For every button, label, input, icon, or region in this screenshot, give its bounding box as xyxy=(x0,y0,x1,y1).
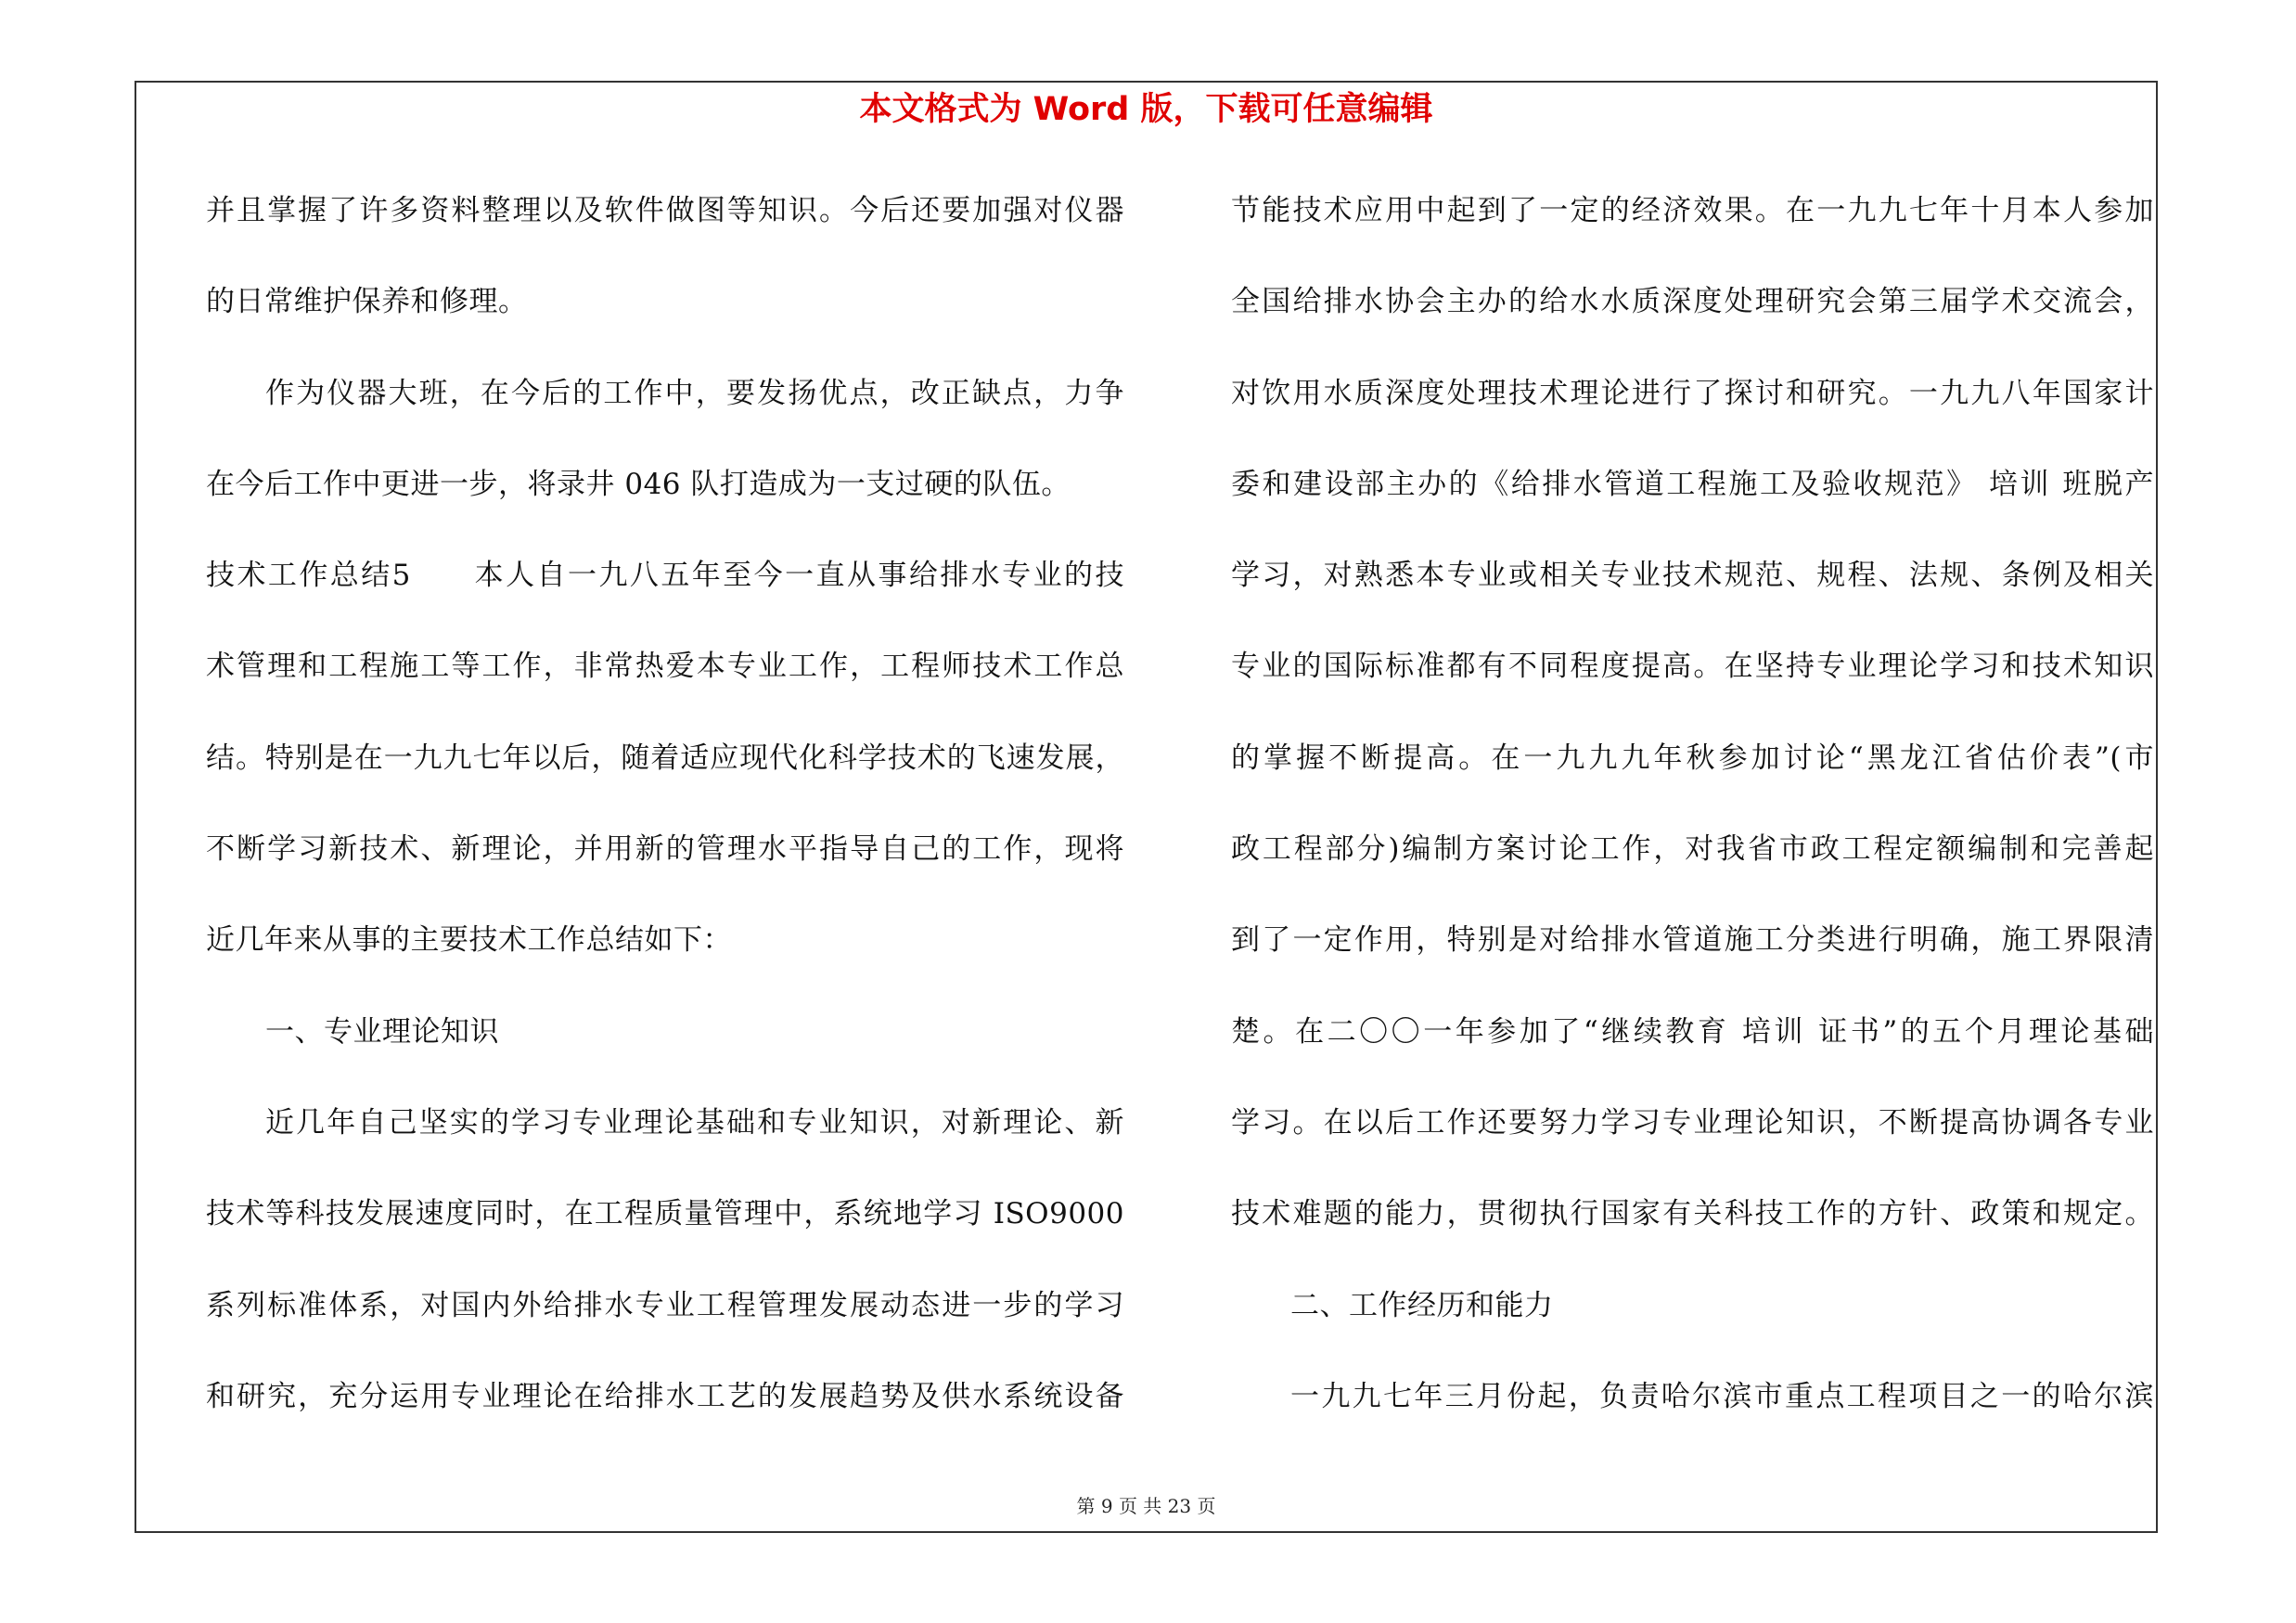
text-line: 节能技术应用中起到了一定的经济效果。在一九九七年十月本人参加 xyxy=(1231,194,2154,227)
text-line: 并且掌握了许多资料整理以及软件做图等知识。今后还要加强对仪器 xyxy=(206,194,1124,227)
text-line: 对饮用水质深度处理技术理论进行了探讨和研究。一九九八年国家计 xyxy=(1231,376,2154,410)
text-line: 一、专业理论知识 xyxy=(265,1014,499,1049)
text-line: 不断学习新技术、新理论，并用新的管理水平指导自己的工作，现将 xyxy=(206,832,1124,867)
text-line: 学习。在以后工作还要努力学习专业理论知识，不断提高协调各专业 xyxy=(1231,1105,2154,1140)
text-line: 结。特别是在一九九七年以后，随着适应现代化科学技术的飞速发展， xyxy=(206,741,1124,775)
text-line: 作为仪器大班，在今后的工作中，要发扬优点，改正缺点，力争 xyxy=(265,376,1124,410)
text-line: 一九九七年三月份起，负责哈尔滨市重点工程项目之一的哈尔滨 xyxy=(1290,1379,2154,1413)
text-line: 在今后工作中更进一步，将录井 046 队打造成为一支过硬的队伍。 xyxy=(206,467,1071,501)
text-line: 委和建设部主办的《给排水管道工程施工及验收规范》 培训 班脱产 xyxy=(1231,467,2154,501)
text-line: 的掌握不断提高。在一九九九年秋参加讨论“黑龙江省估价表”(市 xyxy=(1231,741,2154,775)
text-line: 全国给排水协会主办的给水水质深度处理研究会第三届学术交流会， xyxy=(1231,285,2154,319)
text-line: 系列标准体系，对国内外给排水专业工程管理发展动态进一步的学习 xyxy=(206,1288,1124,1322)
page-footer: 第 9 页 共 23 页 xyxy=(1076,1495,1216,1517)
text-line: 近几年来从事的主要技术工作总结如下： xyxy=(206,923,732,958)
text-line: 二、工作经历和能力 xyxy=(1290,1288,1554,1322)
text-line: 技术等科技发展速度同时，在工程质量管理中，系统地学习 ISO9000 xyxy=(206,1197,1124,1231)
text-line: 近几年自己坚实的学习专业理论基础和专业知识，对新理论、新 xyxy=(265,1105,1124,1140)
left-column xyxy=(206,181,1124,1458)
text-line: 技术难题的能力，贯彻执行国家有关科技工作的方针、政策和规定。 xyxy=(1231,1197,2154,1231)
text-line: 术管理和工程施工等工作，非常热爱本专业工作，工程师技术工作总 xyxy=(206,650,1124,684)
text-line: 专业的国际标准都有不同程度提高。在坚持专业理论学习和技术知识 xyxy=(1231,650,2154,684)
text-line: 的日常维护保养和修理。 xyxy=(206,285,528,319)
text-line: 和研究，充分运用专业理论在给排水工艺的发展趋势及供水系统设备 xyxy=(206,1379,1124,1413)
text-line: 政工程部分)编制方案讨论工作，对我省市政工程定额编制和完善起 xyxy=(1231,832,2154,867)
text-line: 技术工作总结5 本人自一九八五年至今一直从事给排水专业的技 xyxy=(206,559,1124,593)
right-column xyxy=(1231,181,2154,1458)
format-banner: 本文格式为 Word 版，下载可任意编辑 xyxy=(859,91,1433,128)
text-line: 到了一定作用，特别是对给排水管道施工分类进行明确，施工界限清 xyxy=(1231,923,2154,958)
text-line: 楚。在二〇〇一年参加了“继续教育 培训 证书”的五个月理论基础 xyxy=(1231,1014,2154,1049)
text-line: 学习，对熟悉本专业或相关专业技术规范、规程、法规、条例及相关 xyxy=(1231,559,2154,593)
